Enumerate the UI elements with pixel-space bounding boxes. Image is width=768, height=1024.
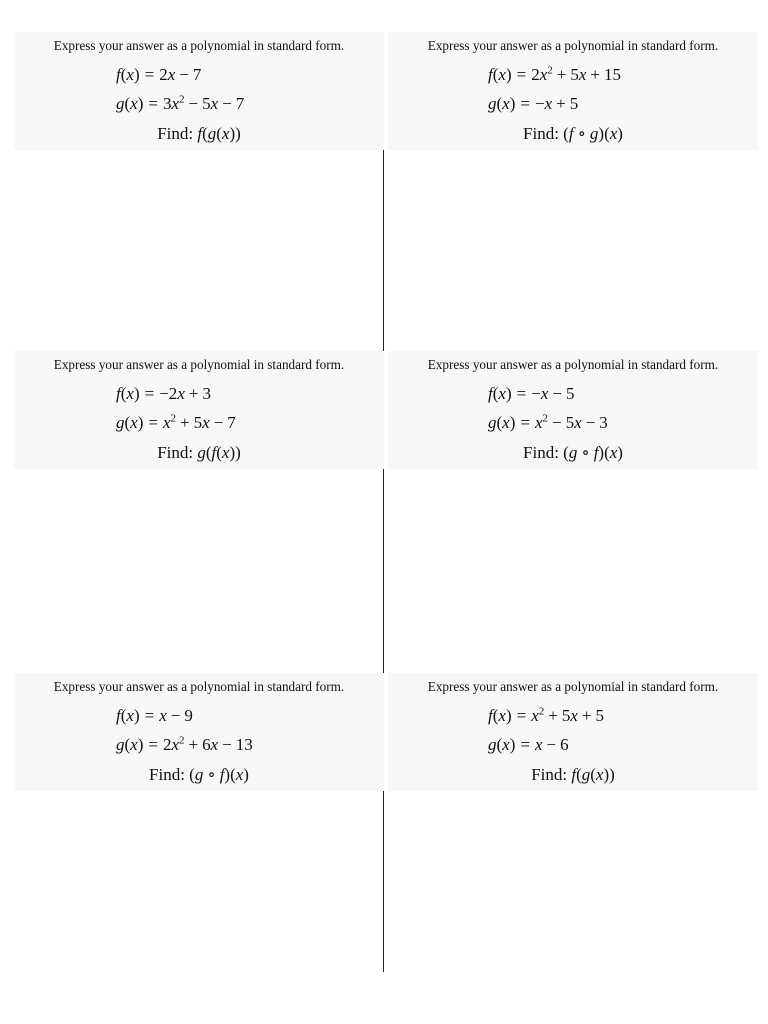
problem-instruction: Express your answer as a polynomial in standard form. bbox=[53, 679, 345, 694]
find-label: Find: bbox=[157, 124, 194, 143]
problem-instruction: Express your answer as a polynomial in standard form. bbox=[427, 679, 719, 694]
find-line bbox=[388, 443, 758, 463]
g-definition: $g(x) = 2x^2 + 6x - 13$ bbox=[116, 734, 253, 754]
f-definition: f(x) = −x − 5 bbox=[488, 384, 575, 403]
problem-2 bbox=[388, 32, 758, 150]
find-line bbox=[14, 443, 384, 463]
find-expression: (f ∘ g)(x) bbox=[563, 124, 623, 143]
find-label: Find: bbox=[157, 443, 194, 462]
g-definition: $g(x) = x^2 + 5x - 7$ bbox=[116, 412, 236, 432]
problem-1 bbox=[14, 32, 384, 150]
problem-instruction: Express your answer as a polynomial in standard form. bbox=[53, 357, 345, 372]
find-expression: f(g(x)) bbox=[571, 765, 615, 784]
find-line bbox=[388, 124, 758, 144]
find-label: Find: bbox=[523, 124, 559, 143]
problem-instruction: Express your answer as a polynomial in standard form. bbox=[427, 38, 719, 53]
f-definition: $f(x) = 2x^2 + 5x + 15$ bbox=[488, 64, 621, 84]
find-label: Find: bbox=[523, 443, 559, 462]
find-expression: (g ∘ f)(x) bbox=[189, 765, 249, 784]
find-line bbox=[14, 765, 384, 785]
problem-4 bbox=[388, 351, 758, 469]
find-label: Find: bbox=[149, 765, 185, 784]
problem-instruction: Express your answer as a polynomial in standard form. bbox=[427, 357, 719, 372]
find-line bbox=[388, 765, 758, 785]
find-expression: f(g(x)) bbox=[197, 124, 241, 143]
f-definition: f(x) = −2x + 3 bbox=[116, 384, 211, 403]
f-definition: $f(x) = x^2 + 5x + 5$ bbox=[488, 705, 604, 725]
g-definition: g(x) = x − 6 bbox=[488, 735, 569, 754]
column-divider bbox=[383, 32, 384, 972]
find-expression: g(f(x)) bbox=[197, 443, 241, 462]
problem-3 bbox=[14, 351, 384, 469]
problem-instruction: Express your answer as a polynomial in standard form. bbox=[53, 38, 345, 53]
f-definition: f(x) = 2x − 7 bbox=[116, 65, 202, 84]
g-definition: g(x) = −x + 5 bbox=[488, 94, 579, 113]
find-label: Find: bbox=[531, 765, 568, 784]
g-definition: $g(x) = 3x^2 - 5x - 7$ bbox=[116, 93, 245, 113]
find-expression: (g ∘ f)(x) bbox=[563, 443, 623, 462]
find-line bbox=[14, 124, 384, 144]
problem-6 bbox=[388, 673, 758, 791]
f-definition: f(x) = x − 9 bbox=[116, 706, 193, 725]
g-definition: $g(x) = x^2 - 5x - 3$ bbox=[488, 412, 608, 432]
problem-5 bbox=[14, 673, 384, 791]
